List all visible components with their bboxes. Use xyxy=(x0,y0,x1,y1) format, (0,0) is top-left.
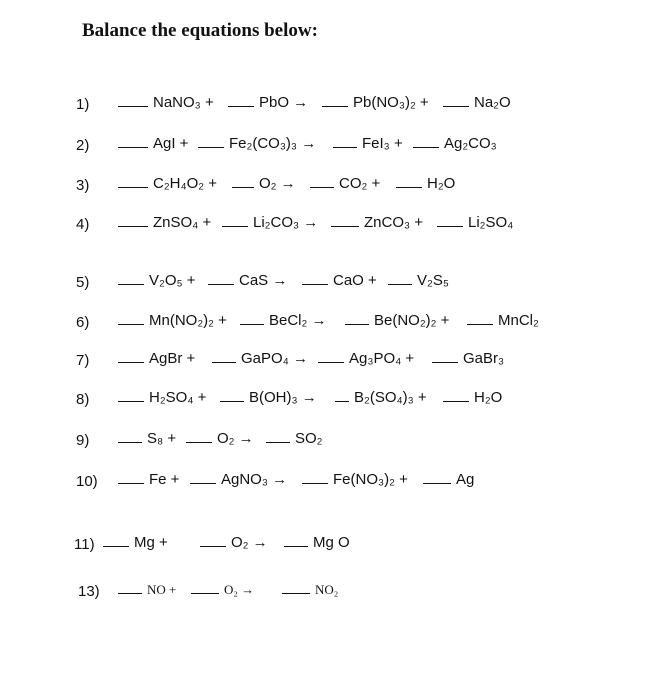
equation-number: 13) xyxy=(78,583,100,600)
equation-number: 10) xyxy=(76,473,98,490)
answer-blank[interactable] xyxy=(266,428,290,443)
equation-term: B(OH)₃ → xyxy=(249,389,317,406)
equation-term: MnCl₂ xyxy=(498,312,539,329)
equation-term: AgBr + xyxy=(149,350,196,367)
equation-term: NaNO₃ + xyxy=(153,94,214,111)
equation-term: NO + xyxy=(147,582,177,597)
equation-term: GaBr₃ xyxy=(463,350,505,367)
equation-term: Fe₂(CO₃)₃ → xyxy=(229,135,317,152)
answer-blank[interactable] xyxy=(118,348,144,363)
equation-row-5 xyxy=(0,270,671,296)
equation-number: 7) xyxy=(76,352,90,369)
equation-term: CO₂ + xyxy=(339,175,381,192)
equation-term: B₂(SO₄)₃ + xyxy=(354,389,427,406)
answer-blank[interactable] xyxy=(396,173,422,188)
equation-term: O₂ → xyxy=(217,430,254,447)
equation-row-4 xyxy=(0,212,671,238)
equation-row-1 xyxy=(0,92,671,118)
equation-row-7 xyxy=(0,348,671,374)
answer-blank[interactable] xyxy=(118,212,148,227)
answer-blank[interactable] xyxy=(423,469,451,484)
equation-row-6 xyxy=(0,310,671,336)
equation-row-13 xyxy=(0,579,671,605)
answer-blank[interactable] xyxy=(208,270,234,285)
answer-blank[interactable] xyxy=(118,579,142,594)
equation-term: Mg + xyxy=(134,534,168,551)
equation-term: O₂ → xyxy=(224,582,255,597)
answer-blank[interactable] xyxy=(118,133,148,148)
answer-blank[interactable] xyxy=(388,270,412,285)
equation-number: 2) xyxy=(76,137,90,154)
equation-number: 4) xyxy=(76,216,90,233)
equation-term: Ag xyxy=(456,471,475,488)
answer-blank[interactable] xyxy=(310,173,334,188)
answer-blank[interactable] xyxy=(302,270,328,285)
answer-blank[interactable] xyxy=(437,212,463,227)
answer-blank[interactable] xyxy=(467,310,493,325)
answer-blank[interactable] xyxy=(198,133,224,148)
equation-term: Pb(NO₃)₂ + xyxy=(353,94,429,111)
answer-blank[interactable] xyxy=(284,532,308,547)
answer-blank[interactable] xyxy=(331,212,359,227)
equation-number: 1) xyxy=(76,96,90,113)
equation-term: Ag₂CO₃ xyxy=(444,135,497,152)
answer-blank[interactable] xyxy=(333,133,357,148)
answer-blank[interactable] xyxy=(220,387,244,402)
answer-blank[interactable] xyxy=(443,92,469,107)
equation-term: AgNO₃ → xyxy=(221,471,288,488)
equation-row-8 xyxy=(0,387,671,413)
equation-term: H₂O xyxy=(427,175,456,192)
equation-term: NO₂ xyxy=(315,582,339,597)
answer-blank[interactable] xyxy=(118,428,142,443)
answer-blank[interactable] xyxy=(282,579,310,594)
equation-row-3 xyxy=(0,173,671,199)
answer-blank[interactable] xyxy=(318,348,344,363)
equation-row-2 xyxy=(0,133,671,159)
answer-blank[interactable] xyxy=(200,532,226,547)
equation-term: GaPO₄ → xyxy=(241,350,308,367)
equation-term: BeCl₂ → xyxy=(269,312,327,329)
answer-blank[interactable] xyxy=(118,469,144,484)
answer-blank[interactable] xyxy=(118,310,144,325)
answer-blank[interactable] xyxy=(186,428,212,443)
equation-term: Li₂SO₄ xyxy=(468,214,514,231)
answer-blank[interactable] xyxy=(335,387,349,402)
answer-blank[interactable] xyxy=(118,270,144,285)
answer-blank[interactable] xyxy=(190,469,216,484)
equation-row-11 xyxy=(0,532,671,558)
equation-term: PbO → xyxy=(259,94,309,111)
equation-term: ZnSO₄ + xyxy=(153,214,212,231)
equation-number: 9) xyxy=(76,432,90,449)
answer-blank[interactable] xyxy=(240,310,264,325)
equation-term: CaS → xyxy=(239,272,288,289)
equation-term: Be(NO₂)₂ + xyxy=(374,312,450,329)
equation-number: 8) xyxy=(76,391,90,408)
equation-term: H₂SO₄ + xyxy=(149,389,207,406)
equation-number: 6) xyxy=(76,314,90,331)
equation-term: Na₂O xyxy=(474,94,511,111)
equation-number: 3) xyxy=(76,177,90,194)
equation-term: CaO + xyxy=(333,272,377,289)
answer-blank[interactable] xyxy=(345,310,369,325)
equation-term: V₂O₅ + xyxy=(149,272,196,289)
answer-blank[interactable] xyxy=(212,348,236,363)
worksheet-title: Balance the equations below: xyxy=(82,20,318,41)
answer-blank[interactable] xyxy=(432,348,458,363)
answer-blank[interactable] xyxy=(302,469,328,484)
equation-number: 11) xyxy=(74,536,95,553)
equation-term: SO₂ xyxy=(295,430,323,447)
equation-term: H₂O xyxy=(474,389,503,406)
equation-term: S₈ + xyxy=(147,430,177,447)
equation-term: Li₂CO₃ → xyxy=(253,214,319,231)
answer-blank[interactable] xyxy=(118,387,144,402)
equation-row-9 xyxy=(0,428,671,454)
answer-blank[interactable] xyxy=(228,92,254,107)
answer-blank[interactable] xyxy=(191,579,219,594)
answer-blank[interactable] xyxy=(443,387,469,402)
equation-term: ZnCO₃ + xyxy=(364,214,424,231)
equation-term: Mn(NO₂)₂ + xyxy=(149,312,227,329)
equation-term: C₂H₄O₂ + xyxy=(153,175,218,192)
equation-term: FeI₃ + xyxy=(362,135,403,152)
answer-blank[interactable] xyxy=(322,92,348,107)
equation-term: Fe(NO₃)₂ + xyxy=(333,471,408,488)
equation-term: Fe + xyxy=(149,471,180,488)
answer-blank[interactable] xyxy=(232,173,254,188)
answer-blank[interactable] xyxy=(413,133,439,148)
equation-term: Mg O xyxy=(313,534,350,551)
answer-blank[interactable] xyxy=(118,92,148,107)
equation-term: V₂S₅ xyxy=(417,272,449,289)
answer-blank[interactable] xyxy=(103,532,129,547)
equation-number: 5) xyxy=(76,274,90,291)
equation-term: O₂ → xyxy=(259,175,296,192)
equation-term: AgI + xyxy=(153,135,189,152)
equation-term: O₂ → xyxy=(231,534,268,551)
equation-row-10 xyxy=(0,469,671,495)
answer-blank[interactable] xyxy=(118,173,148,188)
answer-blank[interactable] xyxy=(222,212,248,227)
equation-term: Ag₃PO₄ + xyxy=(349,350,415,367)
